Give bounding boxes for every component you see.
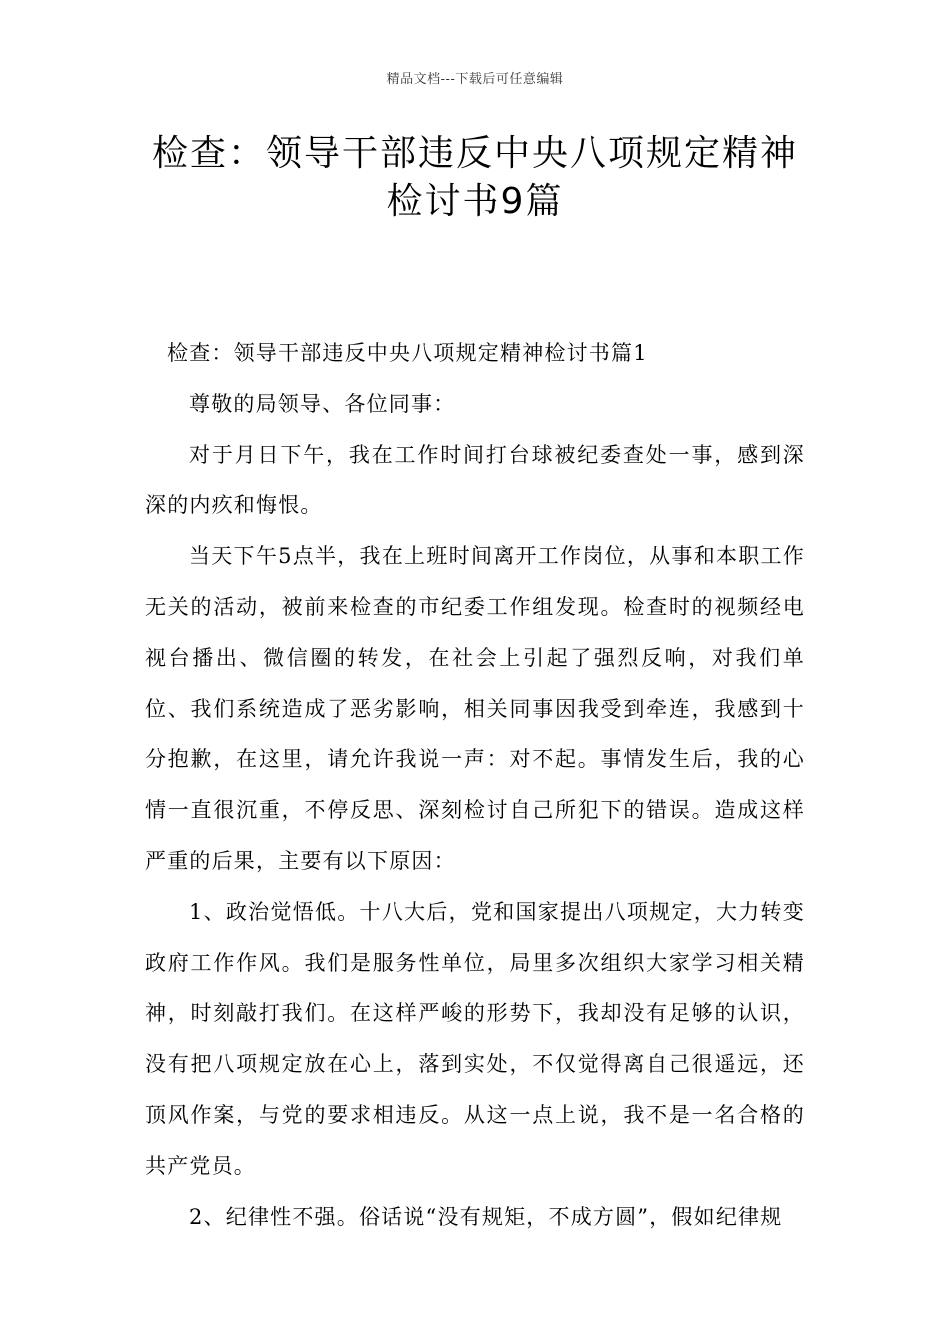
title-line-2: 检讨书9篇 <box>386 181 564 222</box>
document-title <box>120 130 830 226</box>
body-paragraph: 对于月日下午，我在工作时间打台球被纪委查处一事，感到深深的内疚和悔恨。 <box>145 442 805 518</box>
title-line-1: 检查：领导干部违反中央八项规定精神 <box>151 133 798 174</box>
section-heading: 检查：领导干部违反中央八项规定精神检讨书篇1 <box>167 341 648 365</box>
salutation-paragraph: 尊敬的局领导、各位同事： <box>189 391 456 416</box>
body-paragraph: 1、政治觉悟低。十八大后，党和国家提出八项规定，大力转变政府工作作风。我们是服务性单位，局里多次组织大家学习相关精神，时刻敲打我们。在这样严峻的形势下，我却没有足够的认识，没有把八项规定放在心上，落到实处，不仅觉得离自己很遥远，还顶风作案，与党的要求相违反。从这一点上说，我不是一名合格的共产党员。 <box>145 899 805 1178</box>
header-note: 精品文档---下载后可任意编辑 <box>386 72 564 87</box>
body-paragraph: 当天下午5点半，我在上班时间离开工作岗位，从事和本职工作无关的活动，被前来检查的市纪委工作组发现。检查时的视频经电视台播出、微信圈的转发，在社会上引起了强烈反响，对我们单位、我们系统造成了恶劣影响，相关同事因我受到牵连，我感到十分抱歉，在这里，请允许我说一声：对不起。事情发生后，我的心情一直很沉重，不停反思、深刻检讨自己所犯下的错误。造成这样严重的后果，主要有以下原因： <box>145 544 805 873</box>
document-body <box>145 328 805 1242</box>
body-paragraph: 2、纪律性不强。俗话说“没有规矩，不成方圆”，假如纪律规 <box>189 1204 783 1229</box>
